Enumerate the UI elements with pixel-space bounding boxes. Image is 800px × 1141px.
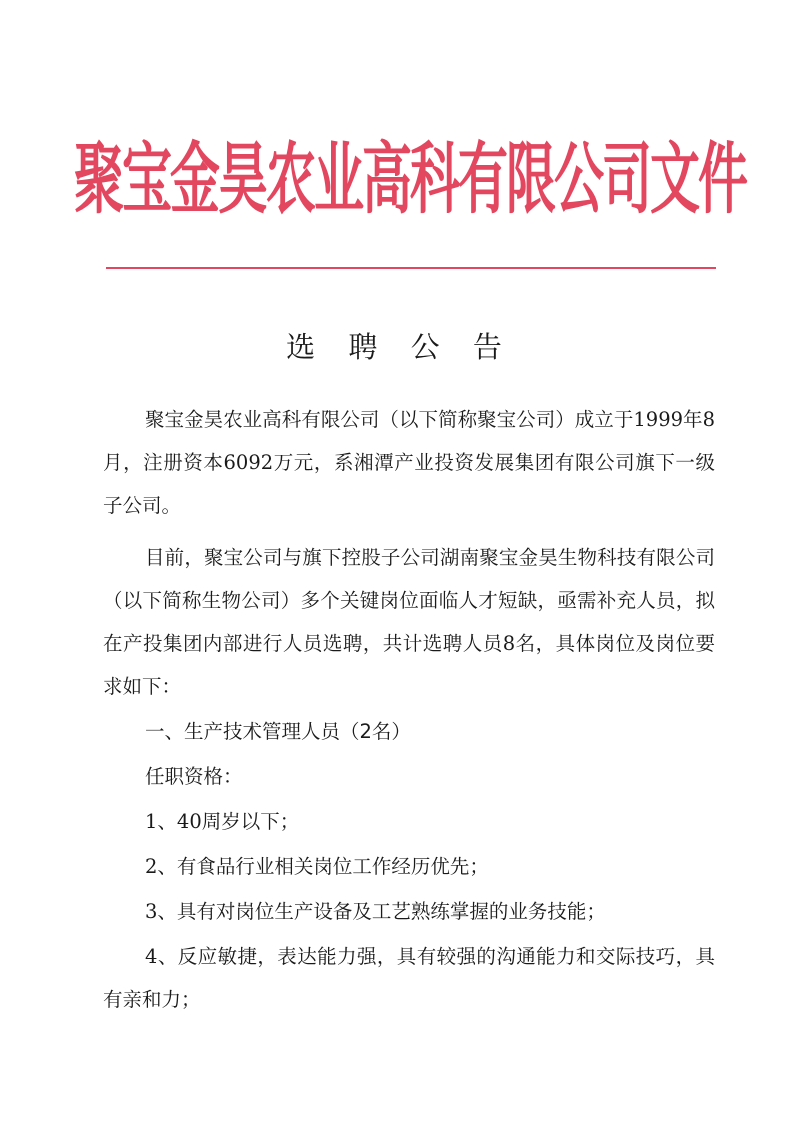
qualification-item: 4、反应敏捷，表达能力强，具有较强的沟通能力和交际技巧，具有亲和力； (103, 945, 715, 1011)
intro-paragraph: 聚宝金昊农业高科有限公司（以下简称聚宝公司）成立于1999年8月，注册资本6092万元，系湘潭产业投资发展集团有限公司旗下一级子公司。 (103, 408, 715, 517)
qualification-item: 2、有食品行业相关岗位工作经历优先； (145, 855, 489, 878)
letterhead-divider (106, 267, 716, 269)
qualifications-label: 任职资格： (145, 765, 243, 788)
recruitment-paragraph: 目前，聚宝公司与旗下控股子公司湖南聚宝金昊生物科技有限公司（以下简称生物公司）多个关键岗位面临人才短缺，亟需补充人员，拟在产投集团内部进行人员选聘，共计选聘人员8名，具体岗位及岗位要求如下： (103, 546, 715, 698)
letterhead (74, 118, 746, 228)
letterhead-title: 聚宝金昊农业高科有限公司文件 (74, 134, 746, 225)
qualification-item: 1、40周岁以下； (145, 810, 300, 833)
qualification-item: 3、具有对岗位生产设备及工艺熟练掌握的业务技能； (145, 900, 606, 923)
notice-body (103, 398, 715, 1023)
section-heading: 一、生产技术管理人员（2名） (145, 720, 411, 743)
notice-title: 选 聘 公 告 (286, 330, 514, 364)
